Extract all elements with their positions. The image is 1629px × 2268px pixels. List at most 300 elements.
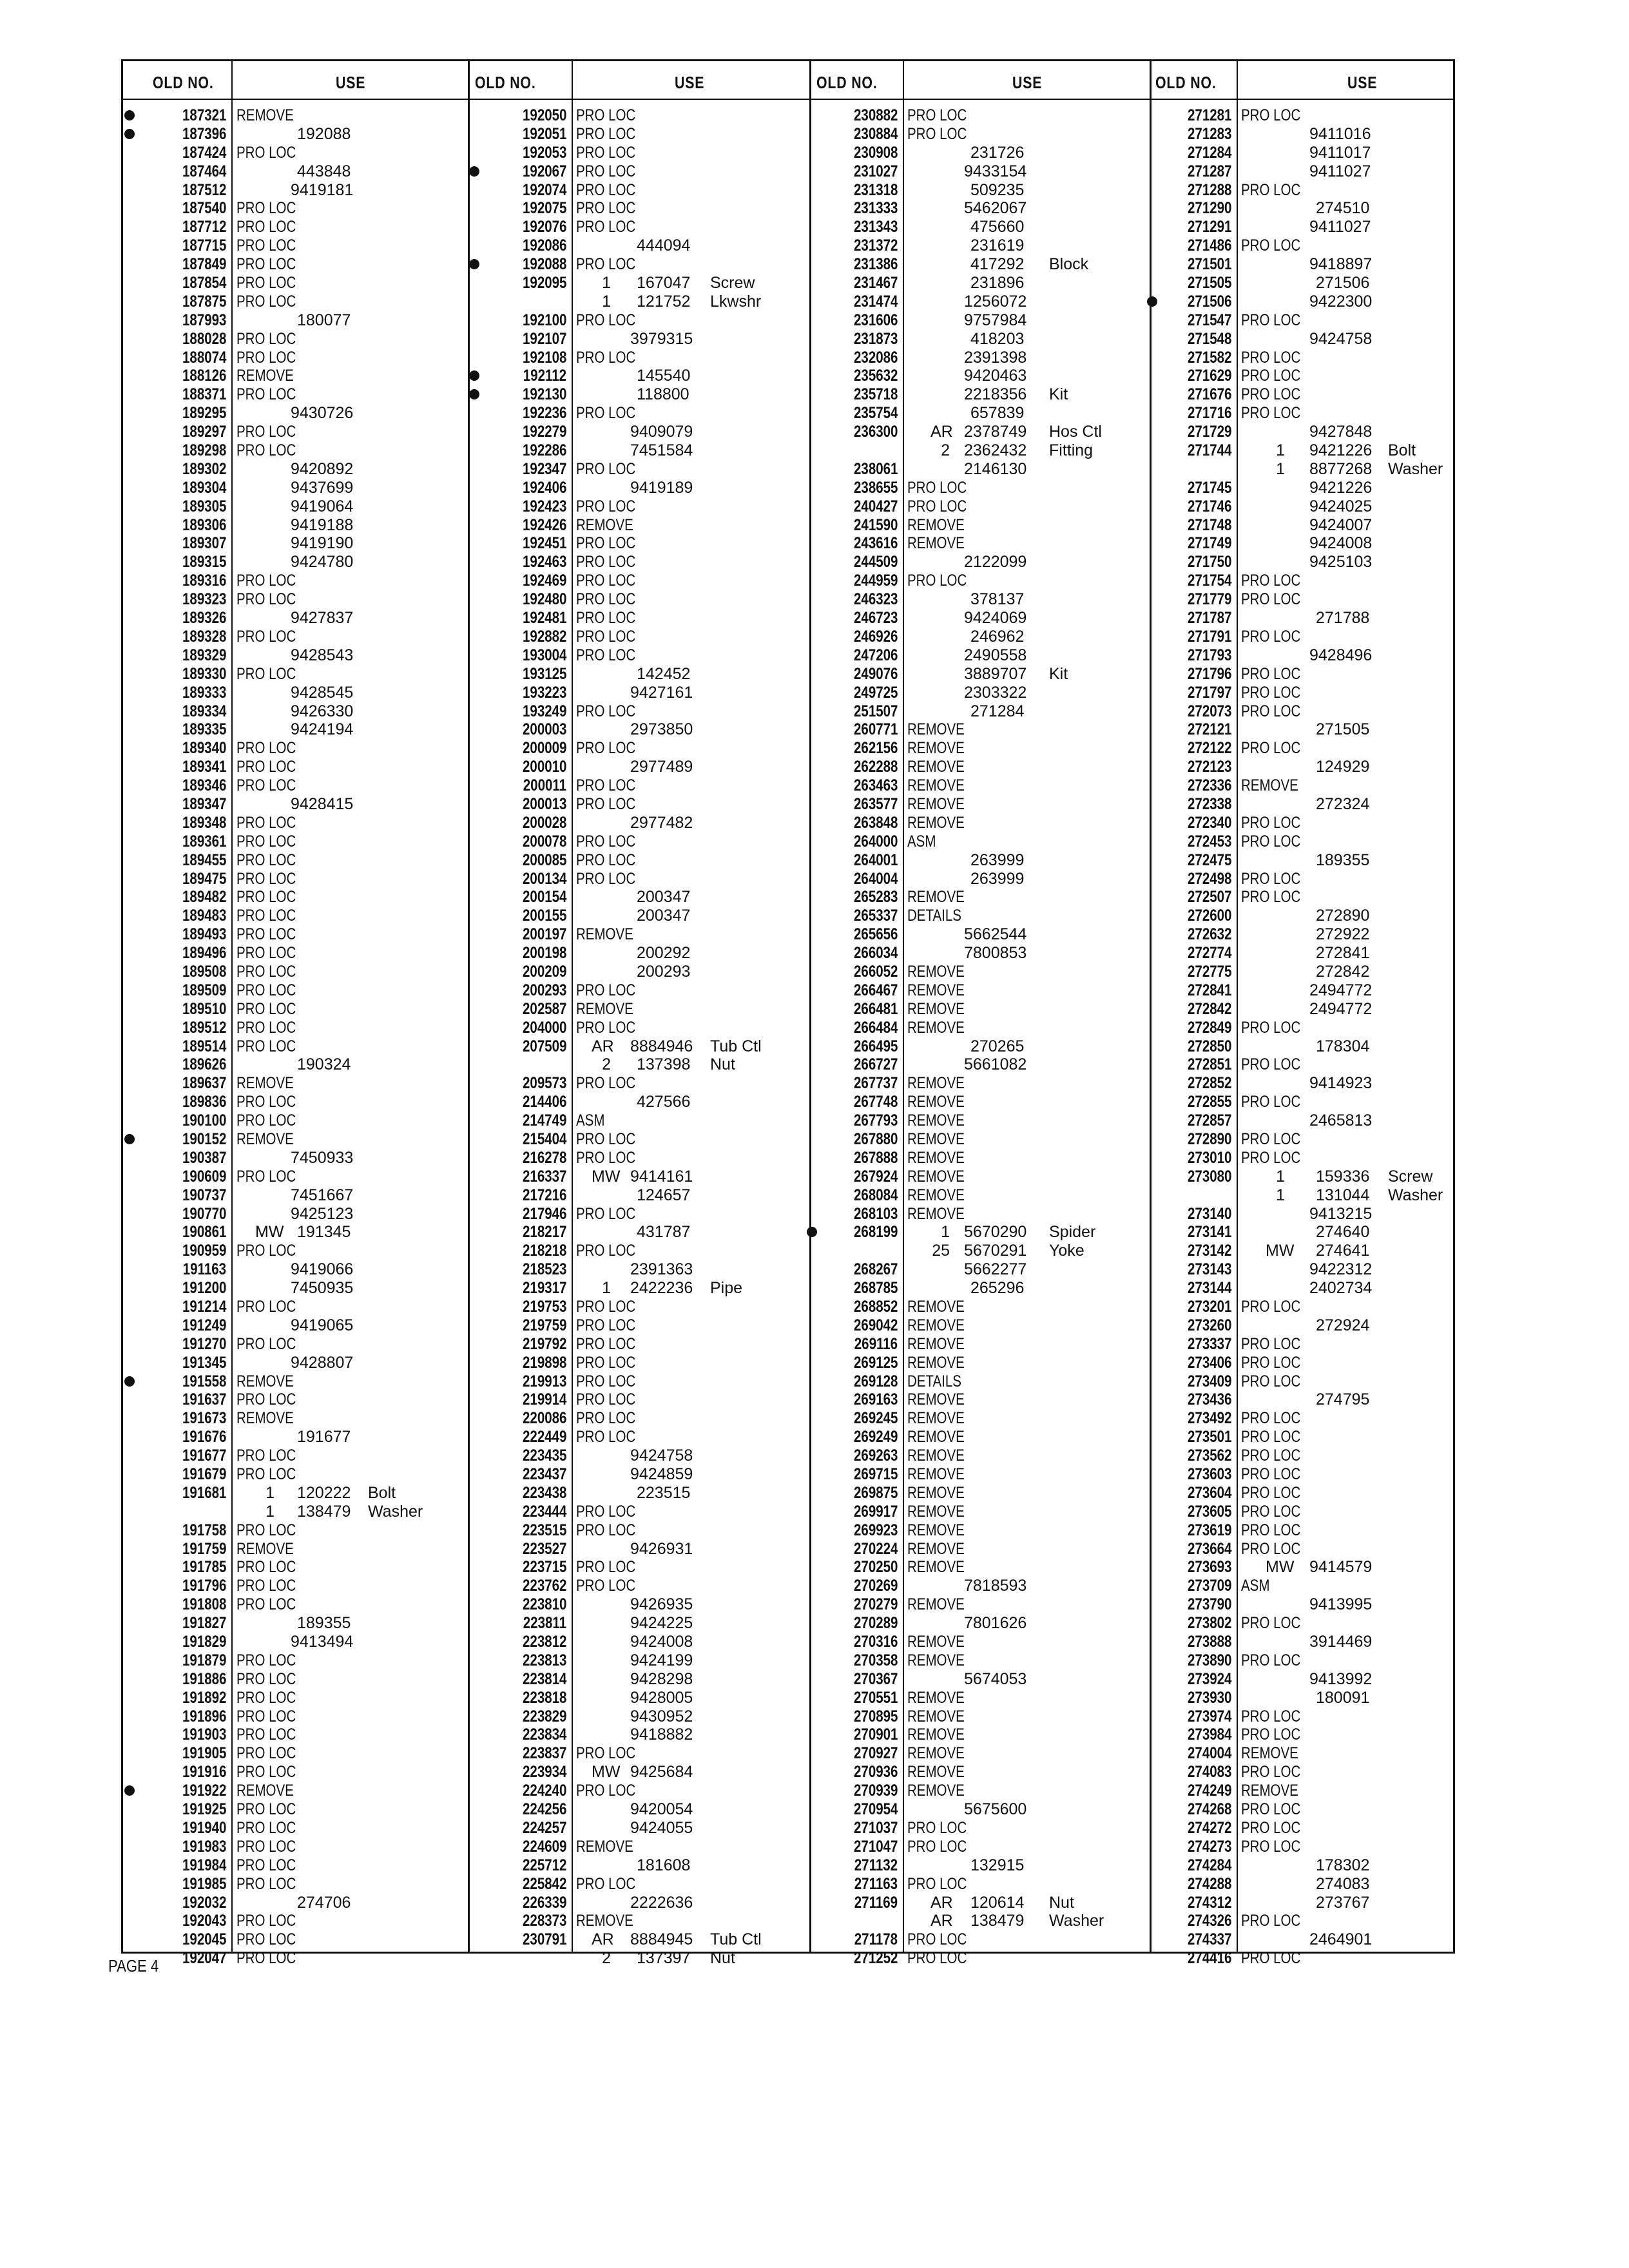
use-status: PRO LOC <box>576 1242 636 1260</box>
old-part-number: 271281 <box>1187 106 1231 124</box>
replacement-part-number: 9411017 <box>1309 143 1371 162</box>
use-status: PRO LOC <box>236 1446 296 1465</box>
table-row <box>468 1205 809 1224</box>
old-part-number: 230882 <box>853 106 898 124</box>
table-row <box>123 311 468 330</box>
old-part-number: 191679 <box>182 1465 226 1484</box>
old-part-number: 189335 <box>182 720 226 739</box>
table-row <box>1150 460 1455 479</box>
old-part-number: 272841 <box>1187 981 1231 999</box>
old-part-number: 268084 <box>853 1186 898 1204</box>
use-status: REMOVE <box>576 999 633 1018</box>
use-status: PRO LOC <box>1241 1800 1301 1819</box>
table-row <box>468 330 809 349</box>
replacement-part-number: 9428807 <box>291 1353 354 1372</box>
old-part-number: 200198 <box>522 944 566 963</box>
bullet-marker-icon <box>469 259 479 269</box>
replacement-part-number: 231619 <box>970 236 1025 255</box>
old-part-number: 192463 <box>522 553 566 572</box>
table-row <box>1150 1540 1455 1559</box>
use-status: REMOVE <box>907 1093 965 1111</box>
table-row <box>468 720 809 739</box>
old-part-number: 274268 <box>1187 1800 1231 1819</box>
part-description: Washer <box>1388 1186 1443 1204</box>
use-status: PRO LOC <box>236 274 296 293</box>
replacement-part-number: 431787 <box>637 1223 691 1242</box>
table-row <box>468 1838 809 1856</box>
table-row <box>468 981 809 1000</box>
old-part-number: 246723 <box>853 609 898 628</box>
table-row <box>809 795 1150 814</box>
old-part-number: 191905 <box>182 1744 226 1763</box>
table-row <box>809 1558 1150 1577</box>
table-row <box>1150 1000 1455 1019</box>
table-row <box>468 534 809 553</box>
old-part-number: 191892 <box>182 1688 226 1707</box>
table-row <box>468 944 809 963</box>
old-part-number: 189316 <box>182 572 226 590</box>
table-row <box>468 516 809 535</box>
use-status: REMOVE <box>907 999 965 1018</box>
use-status: PRO LOC <box>1241 1129 1301 1148</box>
use-status: PRO LOC <box>576 199 636 218</box>
table-row <box>809 702 1150 721</box>
use-status: PRO LOC <box>1241 832 1301 850</box>
old-part-number: 271796 <box>1187 664 1231 683</box>
table-row <box>1150 1912 1455 1930</box>
replacement-part-number: 5670290 <box>964 1223 1027 1242</box>
table-row <box>123 1205 468 1224</box>
use-status: REMOVE <box>907 758 965 776</box>
old-part-number: 268785 <box>853 1279 898 1298</box>
table-row <box>809 1949 1150 1968</box>
use-status: PRO LOC <box>576 832 636 850</box>
table-row <box>809 1707 1150 1726</box>
replacement-part-number: 2494772 <box>1309 981 1373 999</box>
old-part-number: 189298 <box>182 441 226 460</box>
use-status: PRO LOC <box>576 1428 636 1446</box>
table-row <box>809 1856 1150 1875</box>
old-part-number: 231873 <box>853 329 898 348</box>
table-row <box>809 162 1150 181</box>
table-row <box>468 814 809 832</box>
table-row <box>123 776 468 795</box>
table-row <box>468 1577 809 1595</box>
table-row <box>123 944 468 963</box>
replacement-part-number: 2464901 <box>1309 1930 1373 1949</box>
replacement-part-number: 124929 <box>1316 758 1370 776</box>
use-status: PRO LOC <box>236 441 296 460</box>
use-status: PRO LOC <box>236 1334 296 1353</box>
use-status: PRO LOC <box>236 218 296 236</box>
table-row <box>809 776 1150 795</box>
table-row <box>809 1242 1150 1260</box>
old-part-number: 272890 <box>1187 1129 1231 1148</box>
table-row <box>1150 106 1455 125</box>
table-row <box>468 758 809 776</box>
replacement-part-number: 443848 <box>297 162 351 180</box>
old-part-number: 271284 <box>1187 143 1231 162</box>
part-description: Yoke <box>1049 1242 1084 1260</box>
table-row <box>123 125 468 144</box>
old-part-number: 192108 <box>522 348 566 367</box>
replacement-part-number: 9419181 <box>291 180 354 199</box>
table-row <box>1150 944 1455 963</box>
table-row <box>809 385 1150 404</box>
use-status: PRO LOC <box>576 739 636 758</box>
use-status: REMOVE <box>236 1409 294 1428</box>
use-status: REMOVE <box>907 1204 965 1223</box>
old-part-number: 232086 <box>853 348 898 367</box>
table-row <box>123 1168 468 1186</box>
replacement-part-number: 7451667 <box>291 1186 354 1204</box>
old-part-number: 274326 <box>1187 1912 1231 1930</box>
replacement-part-number: 9420463 <box>964 367 1027 385</box>
use-status: PRO LOC <box>576 180 636 199</box>
old-part-number: 191983 <box>182 1837 226 1856</box>
old-part-number: 273562 <box>1187 1446 1231 1465</box>
old-part-number: 219913 <box>522 1372 566 1390</box>
table-row <box>1150 1856 1455 1875</box>
old-part-number: 192451 <box>522 534 566 553</box>
use-status: PRO LOC <box>1241 106 1301 124</box>
use-status: PRO LOC <box>1241 1372 1301 1390</box>
old-part-number: 272073 <box>1187 702 1231 720</box>
table-row <box>809 1689 1150 1707</box>
old-part-number: 192088 <box>522 255 566 274</box>
replacement-part-number: 265296 <box>970 1279 1025 1298</box>
replacement-part-number: 138479 <box>297 1502 351 1521</box>
use-status: PRO LOC <box>1241 1465 1301 1484</box>
table-row <box>1150 1168 1455 1186</box>
table-row <box>123 516 468 535</box>
old-part-number: 223837 <box>522 1744 566 1763</box>
old-part-number: 267793 <box>853 1111 898 1130</box>
table-row <box>123 1577 468 1595</box>
replacement-part-number: 9427837 <box>291 609 354 628</box>
table-row <box>468 236 809 255</box>
header-old-no: OLD NO. <box>1155 73 1217 92</box>
old-part-number: 267737 <box>853 1074 898 1093</box>
bullet-marker-icon <box>469 389 479 399</box>
use-status: REMOVE <box>1241 776 1298 795</box>
use-status: PRO LOC <box>1241 1521 1301 1539</box>
table-row <box>809 144 1150 162</box>
old-part-number: 271506 <box>1187 292 1231 311</box>
table-row <box>809 1763 1150 1782</box>
table-row <box>809 1316 1150 1335</box>
old-part-number: 217946 <box>522 1204 566 1223</box>
old-part-number: 266481 <box>853 999 898 1018</box>
old-part-number: 270551 <box>853 1688 898 1707</box>
old-part-number: 192047 <box>182 1949 226 1968</box>
use-status: PRO LOC <box>576 1334 636 1353</box>
table-row <box>468 702 809 721</box>
old-part-number: 273409 <box>1187 1372 1231 1390</box>
quantity: 25 <box>932 1242 950 1260</box>
part-description: Tub Ctl <box>710 1037 762 1055</box>
table-row <box>468 1689 809 1707</box>
table-row <box>468 1707 809 1726</box>
table-row <box>1150 1446 1455 1465</box>
table-row <box>468 349 809 367</box>
replacement-part-number: 9424859 <box>630 1465 693 1484</box>
part-description: Kit <box>1049 385 1068 404</box>
table-row <box>809 1930 1150 1949</box>
old-part-number: 223934 <box>522 1763 566 1782</box>
old-part-number: 264000 <box>853 832 898 850</box>
table-row <box>1150 1354 1455 1372</box>
replacement-part-number: 178302 <box>1316 1856 1370 1874</box>
replacement-part-number: 124657 <box>637 1186 691 1204</box>
replacement-part-number: 180077 <box>297 311 351 329</box>
old-part-number: 191558 <box>182 1372 226 1390</box>
table-row <box>809 739 1150 758</box>
old-part-number: 230884 <box>853 124 898 143</box>
old-part-number: 270939 <box>853 1782 898 1800</box>
replacement-part-number: 9424069 <box>964 609 1027 628</box>
old-part-number: 274273 <box>1187 1837 1231 1856</box>
old-part-number: 269917 <box>853 1502 898 1521</box>
use-status: REMOVE <box>907 1707 965 1725</box>
replacement-part-number: 231896 <box>970 274 1025 293</box>
table-row <box>1150 1390 1455 1409</box>
table-row <box>809 1093 1150 1111</box>
old-part-number: 187396 <box>182 124 226 143</box>
replacement-part-number: 9424780 <box>291 553 354 572</box>
replacement-part-number: 9411027 <box>1309 218 1371 236</box>
table-row <box>809 218 1150 236</box>
old-part-number: 200028 <box>522 813 566 832</box>
table-row <box>1150 1614 1455 1633</box>
old-part-number: 244509 <box>853 553 898 572</box>
old-part-number: 270250 <box>853 1558 898 1577</box>
use-status: PRO LOC <box>236 236 296 255</box>
old-part-number: 189346 <box>182 776 226 795</box>
table-row <box>809 1894 1150 1912</box>
old-part-number: 270279 <box>853 1595 898 1614</box>
replacement-part-number: 120614 <box>970 1893 1025 1912</box>
old-part-number: 231386 <box>853 255 898 274</box>
old-part-number: 187424 <box>182 143 226 162</box>
table-row <box>123 1055 468 1074</box>
table-row <box>809 497 1150 516</box>
table-row <box>123 702 468 721</box>
old-part-number: 192095 <box>522 274 566 293</box>
use-status: PRO LOC <box>1241 1707 1301 1725</box>
use-status: REMOVE <box>907 813 965 832</box>
old-part-number: 274288 <box>1187 1874 1231 1893</box>
table-row <box>468 1390 809 1409</box>
table-row <box>123 144 468 162</box>
replacement-part-number: 2222636 <box>630 1893 693 1912</box>
use-status: REMOVE <box>907 1111 965 1130</box>
use-status: PRO LOC <box>1241 1446 1301 1465</box>
use-status: PRO LOC <box>1241 180 1301 199</box>
replacement-part-number: 8884946 <box>630 1037 693 1055</box>
old-part-number: 263463 <box>853 776 898 795</box>
table-row <box>123 404 468 423</box>
table-row <box>809 665 1150 684</box>
table-row <box>123 1130 468 1149</box>
table-header-row <box>123 61 1453 100</box>
use-status: PRO LOC <box>576 1074 636 1093</box>
replacement-part-number: 2378749 <box>964 423 1027 441</box>
replacement-part-number: 5675600 <box>964 1800 1027 1819</box>
table-row <box>123 1111 468 1130</box>
use-status: PRO LOC <box>1241 627 1301 646</box>
replacement-part-number: 2122099 <box>964 553 1027 572</box>
use-status: PRO LOC <box>576 981 636 999</box>
replacement-part-number: 189355 <box>297 1614 351 1633</box>
old-part-number: 272850 <box>1187 1037 1231 1055</box>
old-part-number: 241590 <box>853 515 898 534</box>
old-part-number: 189512 <box>182 1018 226 1037</box>
use-status: PRO LOC <box>576 459 636 478</box>
replacement-part-number: 9424008 <box>1309 534 1373 553</box>
old-part-number: 192053 <box>522 143 566 162</box>
use-status: PRO LOC <box>576 534 636 553</box>
table-row <box>809 1279 1150 1298</box>
old-part-number: 249725 <box>853 683 898 702</box>
use-status: REMOVE <box>907 1465 965 1484</box>
old-part-number: 187512 <box>182 180 226 199</box>
table-row <box>809 1372 1150 1391</box>
table-row <box>1150 665 1455 684</box>
table-row <box>1150 1689 1455 1707</box>
use-status: PRO LOC <box>576 124 636 143</box>
table-row <box>468 572 809 590</box>
use-status: PRO LOC <box>576 646 636 664</box>
replacement-part-number: 2465813 <box>1309 1111 1373 1130</box>
old-part-number: 219759 <box>522 1316 566 1334</box>
old-part-number: 272336 <box>1187 776 1231 795</box>
table-row <box>468 590 809 609</box>
header-use: USE <box>675 73 705 92</box>
part-description: Kit <box>1049 664 1068 683</box>
old-part-number: 187464 <box>182 162 226 180</box>
use-status: PRO LOC <box>576 143 636 162</box>
table-row <box>1150 1595 1455 1614</box>
old-part-number: 247206 <box>853 646 898 664</box>
replacement-part-number: 2422236 <box>630 1279 693 1298</box>
old-part-number: 271290 <box>1187 199 1231 218</box>
bullet-marker-icon <box>469 370 479 381</box>
table-row <box>123 162 468 181</box>
old-part-number: 219317 <box>522 1279 566 1298</box>
use-status: PRO LOC <box>1241 1725 1301 1744</box>
replacement-part-number: 9426935 <box>630 1595 693 1614</box>
old-part-number: 215404 <box>522 1129 566 1148</box>
use-status: PRO LOC <box>1241 1298 1301 1316</box>
use-status: PRO LOC <box>236 1669 296 1688</box>
table-row <box>809 236 1150 255</box>
use-status: PRO LOC <box>1241 1483 1301 1502</box>
old-part-number: 218218 <box>522 1242 566 1260</box>
old-part-number: 189340 <box>182 739 226 758</box>
quantity: 1 <box>265 1502 275 1521</box>
old-part-number: 238061 <box>853 459 898 478</box>
replacement-part-number: 427566 <box>637 1093 691 1111</box>
replacement-part-number: 167047 <box>637 274 691 293</box>
table-row <box>1150 1279 1455 1298</box>
replacement-part-number: 272922 <box>1316 925 1370 944</box>
use-status: PRO LOC <box>1241 664 1301 683</box>
table-row <box>809 851 1150 870</box>
old-part-number: 235718 <box>853 385 898 404</box>
table-row <box>1150 1894 1455 1912</box>
old-part-number: 192076 <box>522 218 566 236</box>
replacement-part-number: 271505 <box>1316 720 1370 739</box>
use-status: PRO LOC <box>576 404 636 423</box>
use-status: REMOVE <box>907 962 965 981</box>
table-row <box>123 1707 468 1726</box>
old-part-number: 189333 <box>182 683 226 702</box>
table-row <box>809 1446 1150 1465</box>
use-status: PRO LOC <box>236 572 296 590</box>
part-description: Hos Ctl <box>1049 423 1102 441</box>
table-row <box>809 1670 1150 1689</box>
table-row <box>468 1782 809 1800</box>
table-row <box>1150 684 1455 702</box>
parts-cross-reference-table <box>121 59 1455 1968</box>
table-row <box>809 423 1150 441</box>
table-row <box>123 1912 468 1930</box>
table-row <box>1150 1930 1455 1949</box>
table-row <box>123 1354 468 1372</box>
part-description: Washer <box>368 1502 423 1521</box>
old-part-number: 271749 <box>1187 534 1231 553</box>
replacement-part-number: 246962 <box>970 627 1025 646</box>
old-part-number: 249076 <box>853 664 898 683</box>
use-status: PRO LOC <box>907 572 967 590</box>
quantity: 1 <box>265 1483 275 1502</box>
use-status: ASM <box>576 1111 605 1130</box>
old-part-number: 273790 <box>1187 1595 1231 1614</box>
old-part-number: 268199 <box>853 1223 898 1242</box>
replacement-part-number: 137397 <box>637 1949 691 1968</box>
use-status: REMOVE <box>907 1334 965 1353</box>
use-status: PRO LOC <box>236 385 296 404</box>
old-part-number: 191758 <box>182 1521 226 1539</box>
use-status: PRO LOC <box>236 907 296 925</box>
quantity: MW <box>592 1763 621 1782</box>
table-row <box>468 907 809 925</box>
table-row <box>1150 1484 1455 1503</box>
use-status: REMOVE <box>907 776 965 795</box>
old-part-number: 231606 <box>853 311 898 329</box>
old-part-number: 214749 <box>522 1111 566 1130</box>
old-part-number: 190100 <box>182 1111 226 1130</box>
old-part-number: 235632 <box>853 367 898 385</box>
old-part-number: 263577 <box>853 794 898 813</box>
table-row <box>123 646 468 665</box>
table-row <box>809 181 1150 200</box>
table-row <box>468 479 809 497</box>
old-part-number: 223812 <box>522 1633 566 1651</box>
old-part-number: 271791 <box>1187 627 1231 646</box>
old-part-number: 269245 <box>853 1409 898 1428</box>
part-description: Nut <box>710 1949 735 1968</box>
use-status: PRO LOC <box>236 1912 296 1930</box>
table-row <box>809 1595 1150 1614</box>
replacement-part-number: 9421226 <box>1309 441 1373 460</box>
part-description: Bolt <box>1388 441 1416 460</box>
table-row <box>1150 776 1455 795</box>
table-row <box>468 1260 809 1279</box>
old-part-number: 270224 <box>853 1539 898 1558</box>
old-part-number: 272121 <box>1187 720 1231 739</box>
